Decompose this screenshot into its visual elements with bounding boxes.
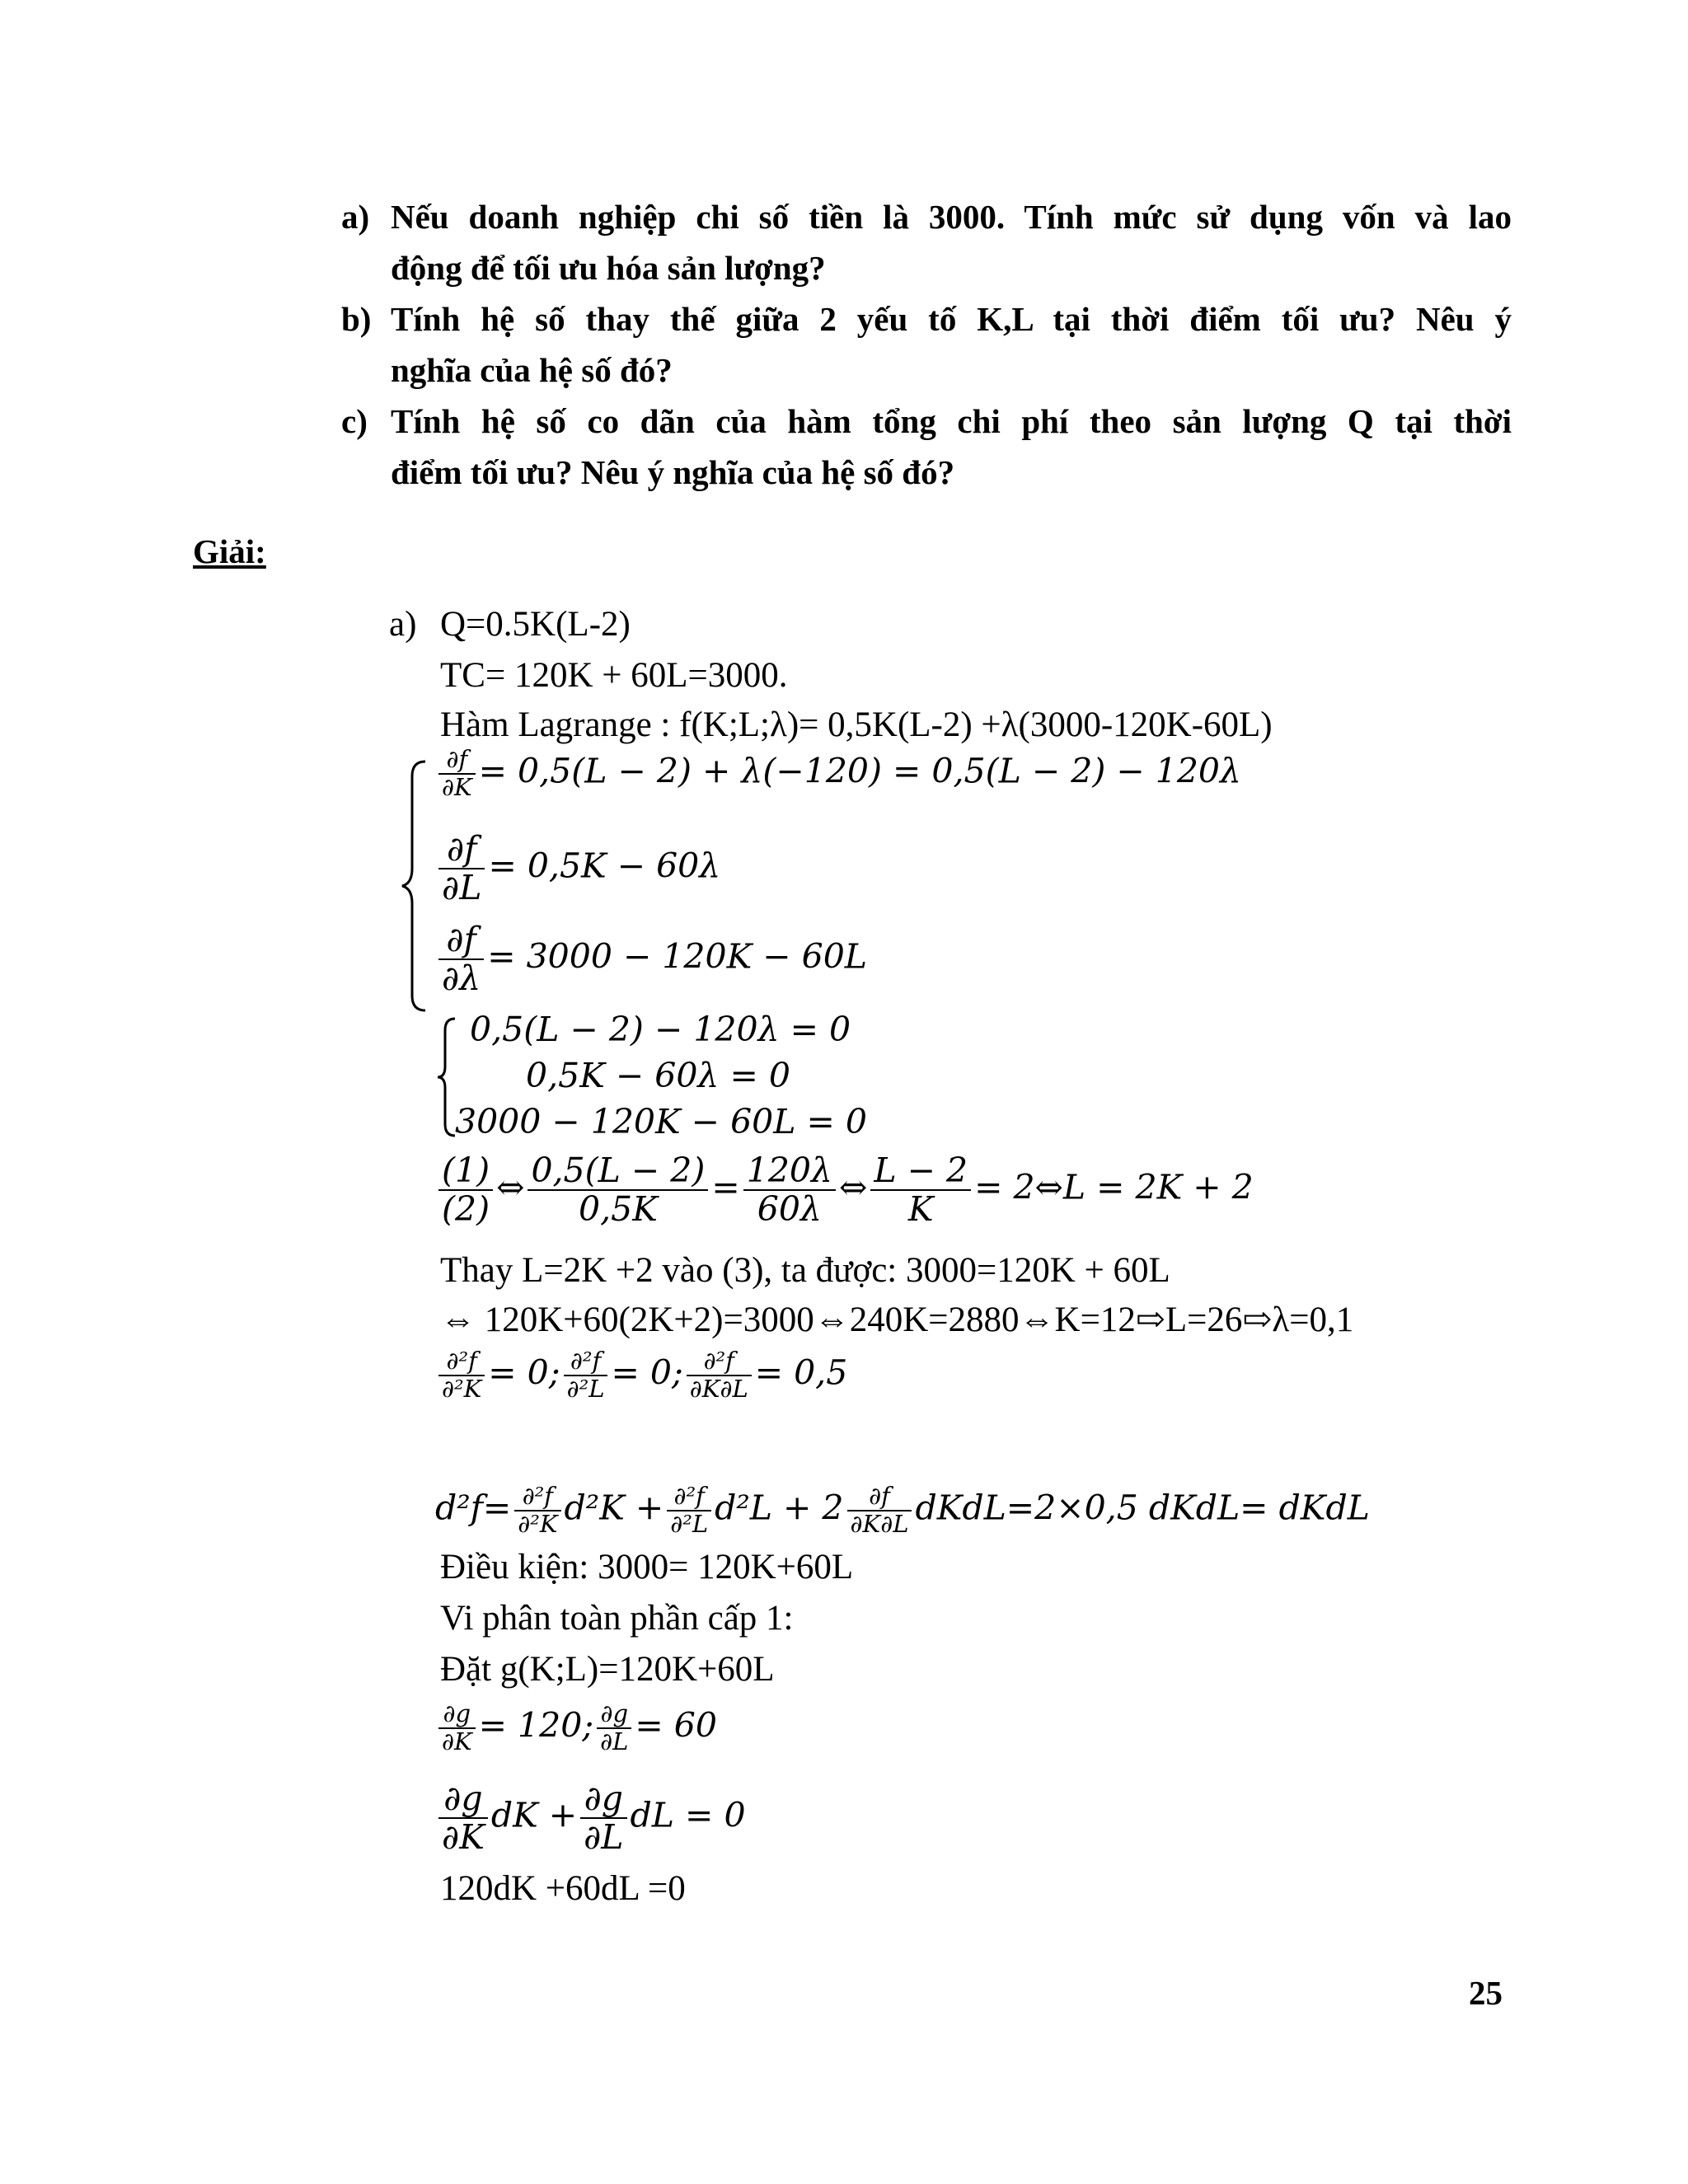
question-b-line-2: nghĩa của hệ số đó?	[391, 351, 673, 389]
d2f-dk2: $\frac{\text{∂²f}}{\text{∂²K}}$	[438, 1348, 485, 1403]
system2-row-3: 3000 − 120K − 60L = 0	[455, 1102, 867, 1141]
tc-line: TC= 120K + 60L=3000.	[440, 656, 788, 695]
system1-row-1	[435, 747, 1241, 801]
ratio-eq: =	[711, 1167, 740, 1207]
question-c-line-2: điểm tối ưu? Nêu ý nghĩa của hệ số đó?	[391, 453, 955, 491]
ratio-frac-4: $\frac{L - 2}{K}$	[870, 1152, 971, 1228]
ratio-frac-2: $\frac{0,5(L - 2)}{0,5K}$	[528, 1152, 708, 1228]
d2f-term-1: $\frac{\text{∂²f}}{\text{∂²K}}$	[514, 1483, 560, 1538]
part-a-label: a)	[389, 605, 417, 644]
solve-line: ⇔ 120K+60(2K+2)=3000⇔240K=2880⇔K=12⇨L=26⇨λ=0,1	[440, 1301, 1354, 1339]
system1-row-1-rhs: = 0,5(L − 2) + λ(−120) = 0,5(L − 2) − 120λ	[478, 751, 1241, 791]
question-a-line-1: Nếu doanh nghiệp chi số tiền là 3000. Tính mức sử dụng vốn và lao	[391, 198, 1512, 236]
dg-dk-value: = 120;	[478, 1705, 594, 1746]
system1-row-2-rhs: = 0,5K − 60λ	[488, 846, 721, 886]
d2f-term-3-tail: dKdL=2×0,5 dKdL= dKdL	[915, 1488, 1370, 1528]
ratio-arrow-2: ⇔	[838, 1167, 868, 1207]
system1-brace	[397, 758, 430, 1014]
ratio-tail: = 2⇔L = 2K + 2	[974, 1167, 1254, 1207]
question-c	[341, 396, 1512, 498]
d2f-dkdl: $\frac{\text{∂²f}}{\partial K\partial L}$	[687, 1348, 752, 1403]
ratio-frac-3: $\frac{120\lambda}{60\lambda}$	[743, 1152, 836, 1228]
subst-line: Thay L=2K +2 vào (3), ta được: 3000=120K + 60L	[440, 1251, 1170, 1290]
d2f-dk2-value: = 0;	[488, 1352, 560, 1393]
dat-line: Đặt g(K;L)=120K+60L	[440, 1650, 775, 1689]
second-derivatives-line	[435, 1348, 847, 1403]
d2f-line	[435, 1483, 1370, 1538]
lagrange-line: Hàm Lagrange : f(K;L;λ)= 0,5K(L-2) +λ(3000-120K-60L)	[440, 705, 1273, 744]
ratio-frac-1: $\frac{(1)}{(2)}$	[438, 1152, 493, 1228]
ratio-line	[435, 1152, 1254, 1228]
q-line: Q=0.5K(L-2)	[440, 605, 631, 644]
question-c-line-1: Tính hệ số co dãn của hàm tổng chi phí theo sản lượng Q tại thời	[391, 402, 1512, 440]
question-a-line-2: động để tối ưu hóa sản lượng?	[391, 249, 826, 287]
g-total-term-2: $\frac{\partial g}{\partial L}$	[580, 1780, 626, 1856]
system2-row-2: 0,5K − 60λ = 0	[526, 1056, 790, 1095]
d2f-dkdl-value: = 0,5	[754, 1352, 848, 1393]
g-total-differential	[435, 1780, 746, 1856]
system1-row-3	[435, 921, 867, 997]
d2f-dl2: $\frac{\text{∂²f}}{\text{∂²L}}$	[564, 1348, 608, 1403]
g-derivatives-line	[435, 1701, 717, 1755]
d2f-lhs: d²f=	[435, 1488, 512, 1528]
system1-row-2	[435, 831, 720, 907]
partial-f-partial-lambda: $\frac{\partial f}{\partial\lambda}$	[438, 921, 484, 997]
final-line: 120dK +60dL =0	[440, 1869, 686, 1908]
question-b-line-1: Tính hệ số thay thế giữa 2 yếu tố K,L tại thời điểm tối ưu? Nêu ý	[391, 300, 1512, 338]
d2f-dl2-value: = 0;	[611, 1352, 683, 1393]
question-c-label: c)	[341, 402, 368, 440]
question-a	[341, 191, 1512, 293]
partial-f-partial-l: $\frac{\partial f}{\partial L}$	[438, 831, 485, 907]
system1-row-3-rhs: = 3000 − 120K − 60L	[487, 936, 868, 977]
d2f-term-2-tail: d²L + 2	[715, 1488, 844, 1528]
partial-f-partial-k: $\frac{\partial f}{\partial K}$	[438, 747, 476, 801]
system2-row-1: 0,5(L − 2) − 120λ = 0	[470, 1010, 851, 1049]
d2f-term-3: $\frac{\partial f}{\partial K\partial L}$	[847, 1483, 912, 1538]
g-total-term-2-tail: dL = 0	[630, 1795, 746, 1835]
dg-dl-value: = 60	[635, 1705, 717, 1746]
d2f-term-2: $\frac{\text{∂²f}}{\text{∂²L}}$	[667, 1483, 711, 1538]
dg-dk: $\frac{\partial g}{\partial K}$	[438, 1701, 476, 1755]
d2f-term-1-tail: d²K +	[564, 1488, 664, 1528]
question-b-label: b)	[341, 300, 372, 338]
ratio-arrow-1: ⇔	[496, 1167, 525, 1207]
solution-heading: Giải:	[193, 532, 266, 570]
dg-dl: $\frac{\partial g}{\partial L}$	[597, 1701, 631, 1755]
vi-phan-line: Vi phân toàn phần cấp 1:	[440, 1599, 794, 1638]
g-total-term-1: $\frac{\partial g}{\partial K}$	[438, 1780, 488, 1856]
question-a-label: a)	[341, 198, 370, 236]
question-b	[341, 293, 1512, 396]
page-number: 25	[1469, 1974, 1503, 2012]
condition-line: Điều kiện: 3000= 120K+60L	[440, 1548, 854, 1586]
g-total-term-1-tail: dK +	[490, 1795, 578, 1835]
